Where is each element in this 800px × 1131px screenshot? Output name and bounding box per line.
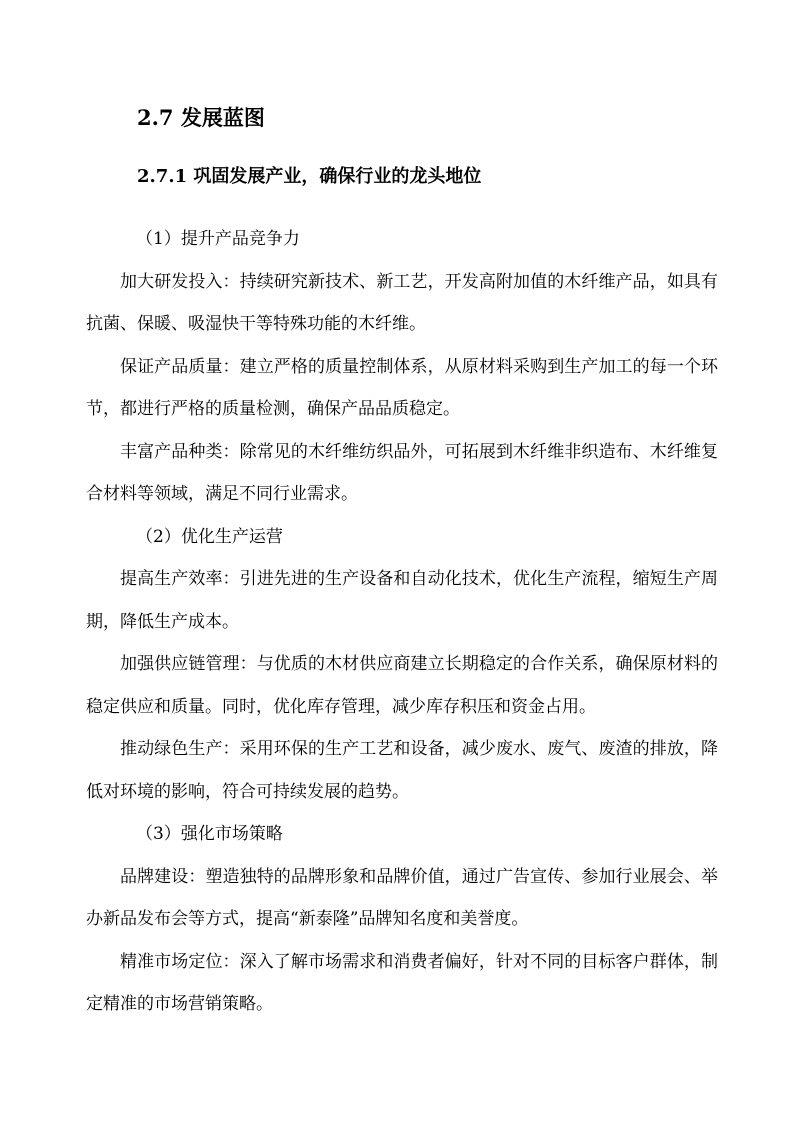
subheading-competitiveness: （1）提升产品竞争力	[136, 229, 300, 249]
paragraph-product-variety: 丰富产品种类：除常见的木纤维纺织品外，可拓展到木纤维非织造布、木纤维复合材料等领域，满足不同行业需求。	[86, 441, 718, 504]
paragraph-supply-chain: 加强供应链管理：与优质的木材供应商建立长期稳定的合作关系，确保原材料的稳定供应和质量。同时，优化库存管理，减少库存积压和资金占用。	[86, 654, 718, 717]
paragraph-green-production: 推动绿色生产：采用环保的生产工艺和设备，减少废水、废气、废渣的排放，降低对环境的影响，符合可持续发展的趋势。	[86, 739, 718, 802]
section-heading: 2.7 发展蓝图	[137, 105, 265, 130]
subheading-operations: （2）优化生产运营	[136, 526, 283, 547]
body-text	[86, 218, 718, 1026]
paragraph-quality-assurance: 保证产品质量：建立严格的质量控制体系，从原材料采购到生产加工的每一个环节，都进行严格的质量检测，确保产品品质稳定。	[86, 356, 718, 419]
paragraph-efficiency: 提高生产效率：引进先进的生产设备和自动化技术，优化生产流程，缩短生产周期，降低生产成本。	[86, 569, 718, 632]
subsection-heading: 2.7.1 巩固发展产业，确保行业的龙头地位	[137, 166, 482, 187]
subheading-market-strategy: （3）强化市场策略	[136, 824, 283, 844]
paragraph-market-positioning: 精准市场定位：深入了解市场需求和消费者偏好，针对不同的目标客户群体，制定精准的市场营销策略。	[86, 951, 718, 1014]
paragraph-rd-investment: 加大研发投入：持续研究新技术、新工艺，开发高附加值的木纤维产品，如具有抗菌、保暖、吸湿快干等特殊功能的木纤维。	[86, 271, 718, 334]
paragraph-brand-building: 品牌建设：塑造独特的品牌形象和品牌价值，通过广告宣传、参加行业展会、举办新品发布会等方式，提高“新泰隆”品牌知名度和美誉度。	[86, 866, 718, 929]
